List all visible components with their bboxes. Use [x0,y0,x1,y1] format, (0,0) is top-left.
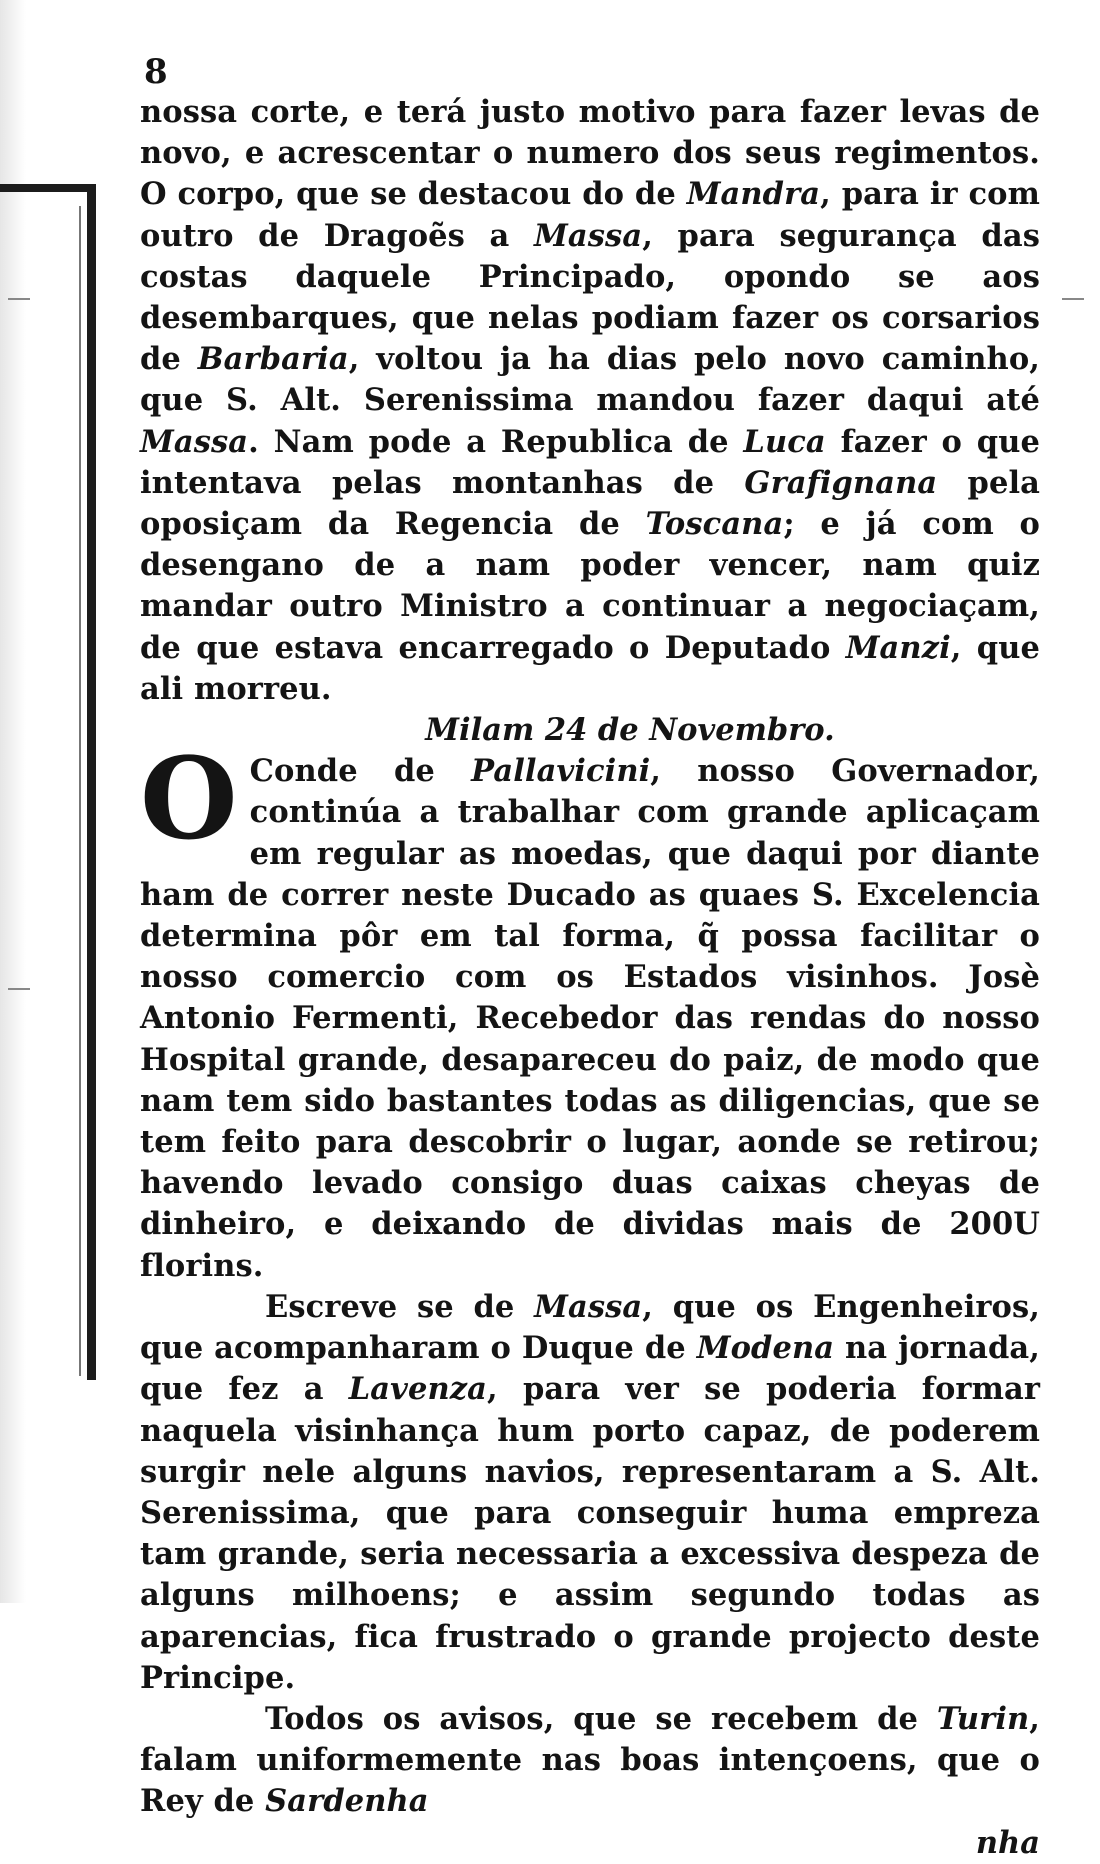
place-name: Turin [936,1700,1030,1737]
margin-mark [1062,298,1084,300]
text-run: nossa corte, e terá justo motivo para fazer levas de novo, e acrescentar o numero dos seus regimentos. O corpo, que se destacou do de [140,94,1040,213]
text-run: , que os Engenheiros, que acompanharam o Duque de [140,1288,1040,1367]
place-name: Lavenza [348,1371,488,1408]
place-name: Massa [534,1288,643,1325]
place-name: Toscana [645,506,784,543]
text-run: ; e já com o desengano de a nam poder vencer, nam quiz mandar outro Ministro a continuar a negociaçam, de que estava encarregado o Deputado [140,506,1040,666]
text-run: , para segurança das costas daquele Principado, opondo se aos desembarques, que nelas podiam fazer os corsarios de [140,217,1040,378]
place-name: Luca [743,423,826,460]
place-name: Grafignana [744,464,938,501]
text-run: pela oposiçam da Regencia de [140,464,1041,543]
place-name: Barbaria [197,341,349,378]
text-run: , falam uniformemente nas boas intençoens, que o Rey de [140,1700,1040,1820]
document-page [140,52,1040,1864]
text-run: na jornada, que fez a [140,1330,1040,1408]
text-run: Todos os avisos, que se recebem de [265,1700,937,1737]
catchword: nha [975,1824,1040,1861]
paragraph-3 [140,1287,1040,1699]
text-run: fazer o que intentava pelas montanhas de [140,423,1040,501]
place-name: Massa [534,217,643,254]
text-run: , que ali morreu. [140,629,1040,707]
margin-mark [8,988,30,990]
text-run: Escreve se de [265,1288,535,1325]
paragraph-2 [140,734,1040,1287]
facing-page-edge [0,184,96,1380]
text-run: Conde de [249,753,472,790]
drop-cap: O [140,734,238,866]
person-name: Pallavicini [471,753,651,790]
paragraph-1 [140,92,1040,710]
text-run: , para ir com outro de Dragoẽs a [140,176,1040,254]
paragraph-4 [140,1699,1040,1823]
margin-mark [8,298,30,300]
text-run: , voltou ja ha dias pelo novo caminho, que S. Alt. Serenissima mandou fazer daqui até [140,341,1040,419]
place-name: Massa [140,423,249,460]
place-name: Sardenha [265,1783,429,1820]
facing-page-inner-line [79,206,81,1376]
text-run: . Nam pode a Republica de [248,423,744,460]
page-number: 8 [144,52,168,92]
text-run: , para ver se poderia formar naquela visinhança hum porto capaz, de poderem surgir nele alguns navios, representaram a S. Alt. Serenissima, que para conseguir huma empreza tam grande, seria necessaria a excessiva despeza de alguns milhoens; e assim segundo todas as aparencias, fica frustrado o grande projecto deste Principe. [140,1371,1040,1696]
place-name: Mandra [686,176,821,213]
person-name: Manzi [845,629,951,666]
place-name: Modena [696,1330,835,1367]
dateline: Milam 24 de Novembro. [425,712,835,749]
text-run: , nosso Governador, continúa a trabalhar com grande aplicaçam em regular as moedas, que daqui por diante ham de correr neste Ducado as quaes S. Excelencia determina pôr em tal forma, q̃ possa facilitar o nosso comercio com os Estados visinhos. Josè Antonio Fermenti, Recebedor das rendas do nosso Hospital grande, desapareceu do paiz, de modo que nam tem sido bastantes todas as diligencias, que se tem feito para descobrir o lugar, aonde se retirou; havendo levado consigo duas caixas cheyas de dinheiro, e deixando de dividas mais de 200U florins. [140,753,1040,1284]
